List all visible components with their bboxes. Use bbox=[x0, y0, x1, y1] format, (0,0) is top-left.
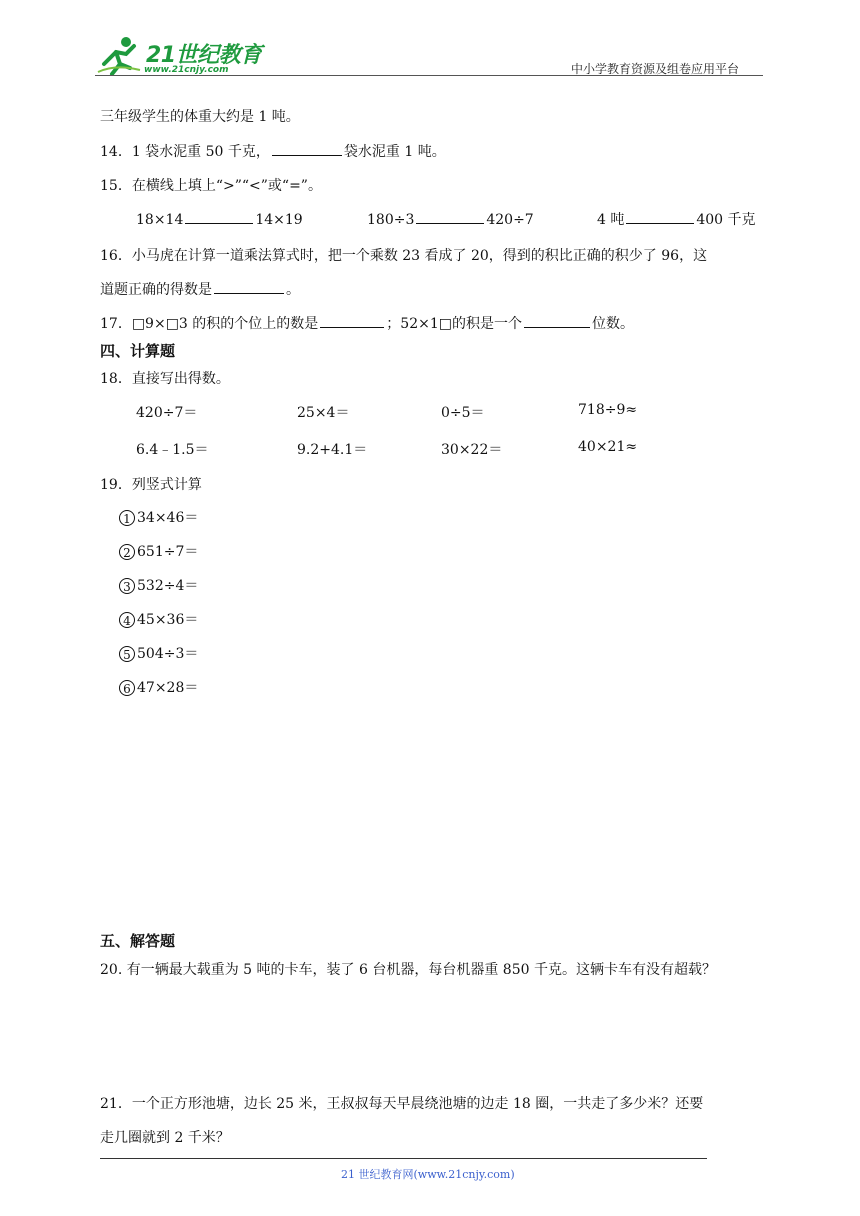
question-18 bbox=[100, 368, 230, 388]
header-platform-text: 中小学教育资源及组卷应用平台 bbox=[571, 62, 740, 76]
q18-expr: 420÷7＝ bbox=[136, 405, 198, 421]
q19-item bbox=[119, 575, 198, 595]
q21-line1: 一个正方形池塘，边长 25 米，王叔叔每天早晨绕池塘的边走 18 圈，一共走了多少米？还要 bbox=[131, 1096, 704, 1112]
q16-line1: 小马虎在计算一道乘法算式时，把一个乘数 23 看成了 20，得到的积比正确的积少了 96，这 bbox=[131, 248, 708, 264]
question-20 bbox=[100, 959, 716, 979]
q18-expr: 0÷5＝ bbox=[441, 405, 485, 421]
q18-expr: 6.4﹣1.5＝ bbox=[136, 442, 209, 458]
q16-line2-post: 。 bbox=[286, 282, 300, 298]
q19-expr: 651÷7＝ bbox=[137, 544, 199, 560]
q19-item bbox=[119, 677, 198, 697]
q17-answer-blank-2[interactable] bbox=[524, 313, 590, 328]
q17-part1: □9×□3 的积的个位上的数是 bbox=[131, 316, 319, 332]
q19-text: 列竖式计算 bbox=[131, 477, 202, 493]
q16-answer-blank[interactable] bbox=[214, 279, 284, 294]
q18-expr: 9.2+4.1＝ bbox=[297, 442, 368, 458]
q20-number: 20. bbox=[100, 962, 123, 978]
site-logo bbox=[96, 34, 266, 76]
header-divider bbox=[95, 75, 763, 76]
circled-number: 5 bbox=[119, 646, 135, 662]
footer-divider bbox=[100, 1158, 707, 1159]
q15-answer-blank[interactable] bbox=[185, 209, 253, 224]
q17-part2: ；52×1□的积是一个 bbox=[386, 316, 522, 332]
q15-item-2 bbox=[367, 209, 534, 228]
q18-expr: 718÷9≈ bbox=[578, 402, 638, 418]
q15-item-left: 4 吨 bbox=[597, 212, 625, 228]
q21-number: 21． bbox=[100, 1096, 132, 1112]
q15-item-left: 180÷3 bbox=[367, 212, 415, 228]
circled-number: 6 bbox=[119, 680, 135, 696]
q19-expr: 504÷3＝ bbox=[137, 646, 199, 662]
q14-text-post: 袋水泥重 1 吨。 bbox=[343, 144, 446, 160]
q19-expr: 532÷4＝ bbox=[137, 578, 199, 594]
q15-text: 在横线上填上“>”“<”或“=”。 bbox=[131, 178, 322, 194]
logo-text: 21世纪教育 bbox=[146, 43, 262, 68]
circled-number: 3 bbox=[119, 578, 135, 594]
q15-item-left: 18×14 bbox=[136, 212, 184, 228]
q14-answer-blank[interactable] bbox=[272, 141, 342, 156]
q19-item bbox=[119, 507, 198, 527]
q13-tail: 三年级学生的体重大约是 1 吨。 bbox=[100, 109, 300, 125]
q16-line2-pre: 道题正确的得数是 bbox=[100, 282, 212, 298]
circled-number: 2 bbox=[119, 544, 135, 560]
q19-item bbox=[119, 643, 198, 663]
section-heading-4: 四、计算题 bbox=[100, 342, 176, 360]
question-17 bbox=[100, 313, 634, 333]
question-14 bbox=[100, 141, 446, 161]
q19-item bbox=[119, 609, 198, 629]
question-16-line-2 bbox=[100, 279, 300, 299]
question-15 bbox=[100, 175, 322, 195]
q17-answer-blank-1[interactable] bbox=[320, 313, 384, 328]
q15-answer-blank[interactable] bbox=[626, 209, 694, 224]
q18-expr: 40×21≈ bbox=[578, 439, 638, 455]
question-21-line-1 bbox=[100, 1093, 703, 1113]
q19-expr: 34×46＝ bbox=[137, 510, 199, 526]
q14-number: 14． bbox=[100, 144, 132, 160]
q19-number: 19． bbox=[100, 477, 132, 493]
q15-answer-blank[interactable] bbox=[416, 209, 484, 224]
q19-item bbox=[119, 541, 198, 561]
q17-number: 17． bbox=[100, 316, 132, 332]
q17-part3: 位数。 bbox=[591, 316, 634, 332]
question-16-line-1 bbox=[100, 245, 707, 265]
q20-text: 有一辆最大载重为 5 吨的卡车，装了 6 台机器，每台机器重 850 千克。这辆卡车有没有超载？ bbox=[126, 962, 716, 978]
q18-text: 直接写出得数。 bbox=[131, 371, 230, 387]
q18-expr: 30×22＝ bbox=[441, 442, 503, 458]
footer-link[interactable]: 21 世纪教育网(www.21cnjy.com) bbox=[341, 1168, 515, 1181]
circled-number: 4 bbox=[119, 612, 135, 628]
q18-expr: 25×4＝ bbox=[297, 405, 350, 421]
circled-number: 1 bbox=[119, 510, 135, 526]
q15-item-right: 400 千克 bbox=[696, 212, 756, 228]
q15-item-1 bbox=[136, 209, 303, 228]
q15-item-right: 14×19 bbox=[255, 212, 303, 228]
q15-item-right: 420÷7 bbox=[486, 212, 534, 228]
q16-number: 16． bbox=[100, 248, 132, 264]
q14-text-pre: 1 袋水泥重 50 千克， bbox=[131, 144, 270, 160]
section-heading-5: 五、解答题 bbox=[100, 932, 176, 950]
logo-url: www.21cnjy.com bbox=[144, 65, 229, 75]
q19-expr: 45×36＝ bbox=[137, 612, 199, 628]
question-19 bbox=[100, 474, 202, 494]
runner-logo-icon bbox=[96, 34, 146, 76]
question-21-line-2: 走几圈就到 2 千米？ bbox=[100, 1130, 230, 1146]
q15-item-3 bbox=[597, 209, 756, 229]
q19-expr: 47×28＝ bbox=[137, 680, 199, 696]
q18-number: 18． bbox=[100, 371, 132, 387]
q15-number: 15． bbox=[100, 178, 132, 194]
